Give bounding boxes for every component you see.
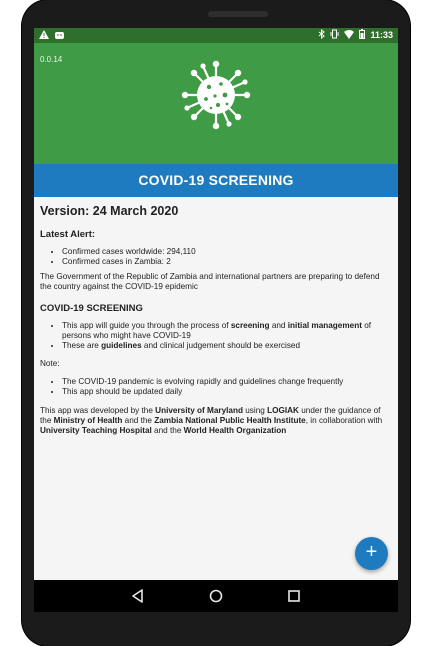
government-paragraph: The Government of the Republic of Zambia and international partners are preparing to defend the country against the COVID-19 epidemic	[40, 272, 380, 291]
credits-paragraph: This app was developed by the University of Maryland using LOGIAK under the guidance of the Ministry of Health and the Zambia National Public Health Institute, in collaboration with University Teaching Hospital and the World Health Organization	[40, 406, 383, 435]
app-screen	[34, 28, 398, 580]
list-item: • Confirmed cases in Zambia: 2	[62, 257, 392, 267]
alert-list	[40, 247, 392, 267]
recents-icon[interactable]	[286, 588, 302, 604]
battery-icon	[359, 29, 365, 41]
version-heading: Version: 24 March 2020	[40, 204, 179, 218]
list-item: • This app will guide you through the process of screening and initial management of persons who might have COVID-19	[62, 321, 392, 341]
list-item: • The COVID-19 pandemic is evolving rapidly and guidelines change frequently	[62, 377, 392, 387]
latest-alert-heading: Latest Alert:	[40, 229, 96, 240]
vibrate-icon	[330, 29, 339, 41]
page-title: COVID-19 SCREENING	[34, 164, 398, 197]
speaker-grille	[208, 11, 268, 17]
home-icon[interactable]	[208, 588, 224, 604]
app-header	[34, 43, 398, 164]
screening-heading: COVID-19 SCREENING	[40, 303, 143, 314]
main-content	[40, 204, 392, 442]
status-time: 11:33	[370, 30, 393, 40]
add-button[interactable]: +	[355, 537, 388, 570]
status-bar	[34, 28, 398, 43]
note-list	[40, 377, 392, 397]
back-icon[interactable]	[130, 588, 146, 604]
wifi-icon	[344, 30, 354, 41]
android-icon	[55, 30, 64, 41]
warning-icon	[39, 30, 49, 41]
list-item: • These are guidelines and clinical judgement should be exercised	[62, 341, 392, 351]
note-label: Note:	[40, 359, 60, 368]
navigation-bar	[34, 580, 398, 612]
bluetooth-icon	[318, 29, 325, 41]
screening-list	[40, 321, 392, 351]
version-code: 0.0.14	[40, 55, 63, 64]
list-item: • Confirmed cases worldwide: 294,110	[62, 247, 392, 257]
list-item: • This app should be updated daily	[62, 387, 392, 397]
virus-icon	[181, 60, 251, 130]
